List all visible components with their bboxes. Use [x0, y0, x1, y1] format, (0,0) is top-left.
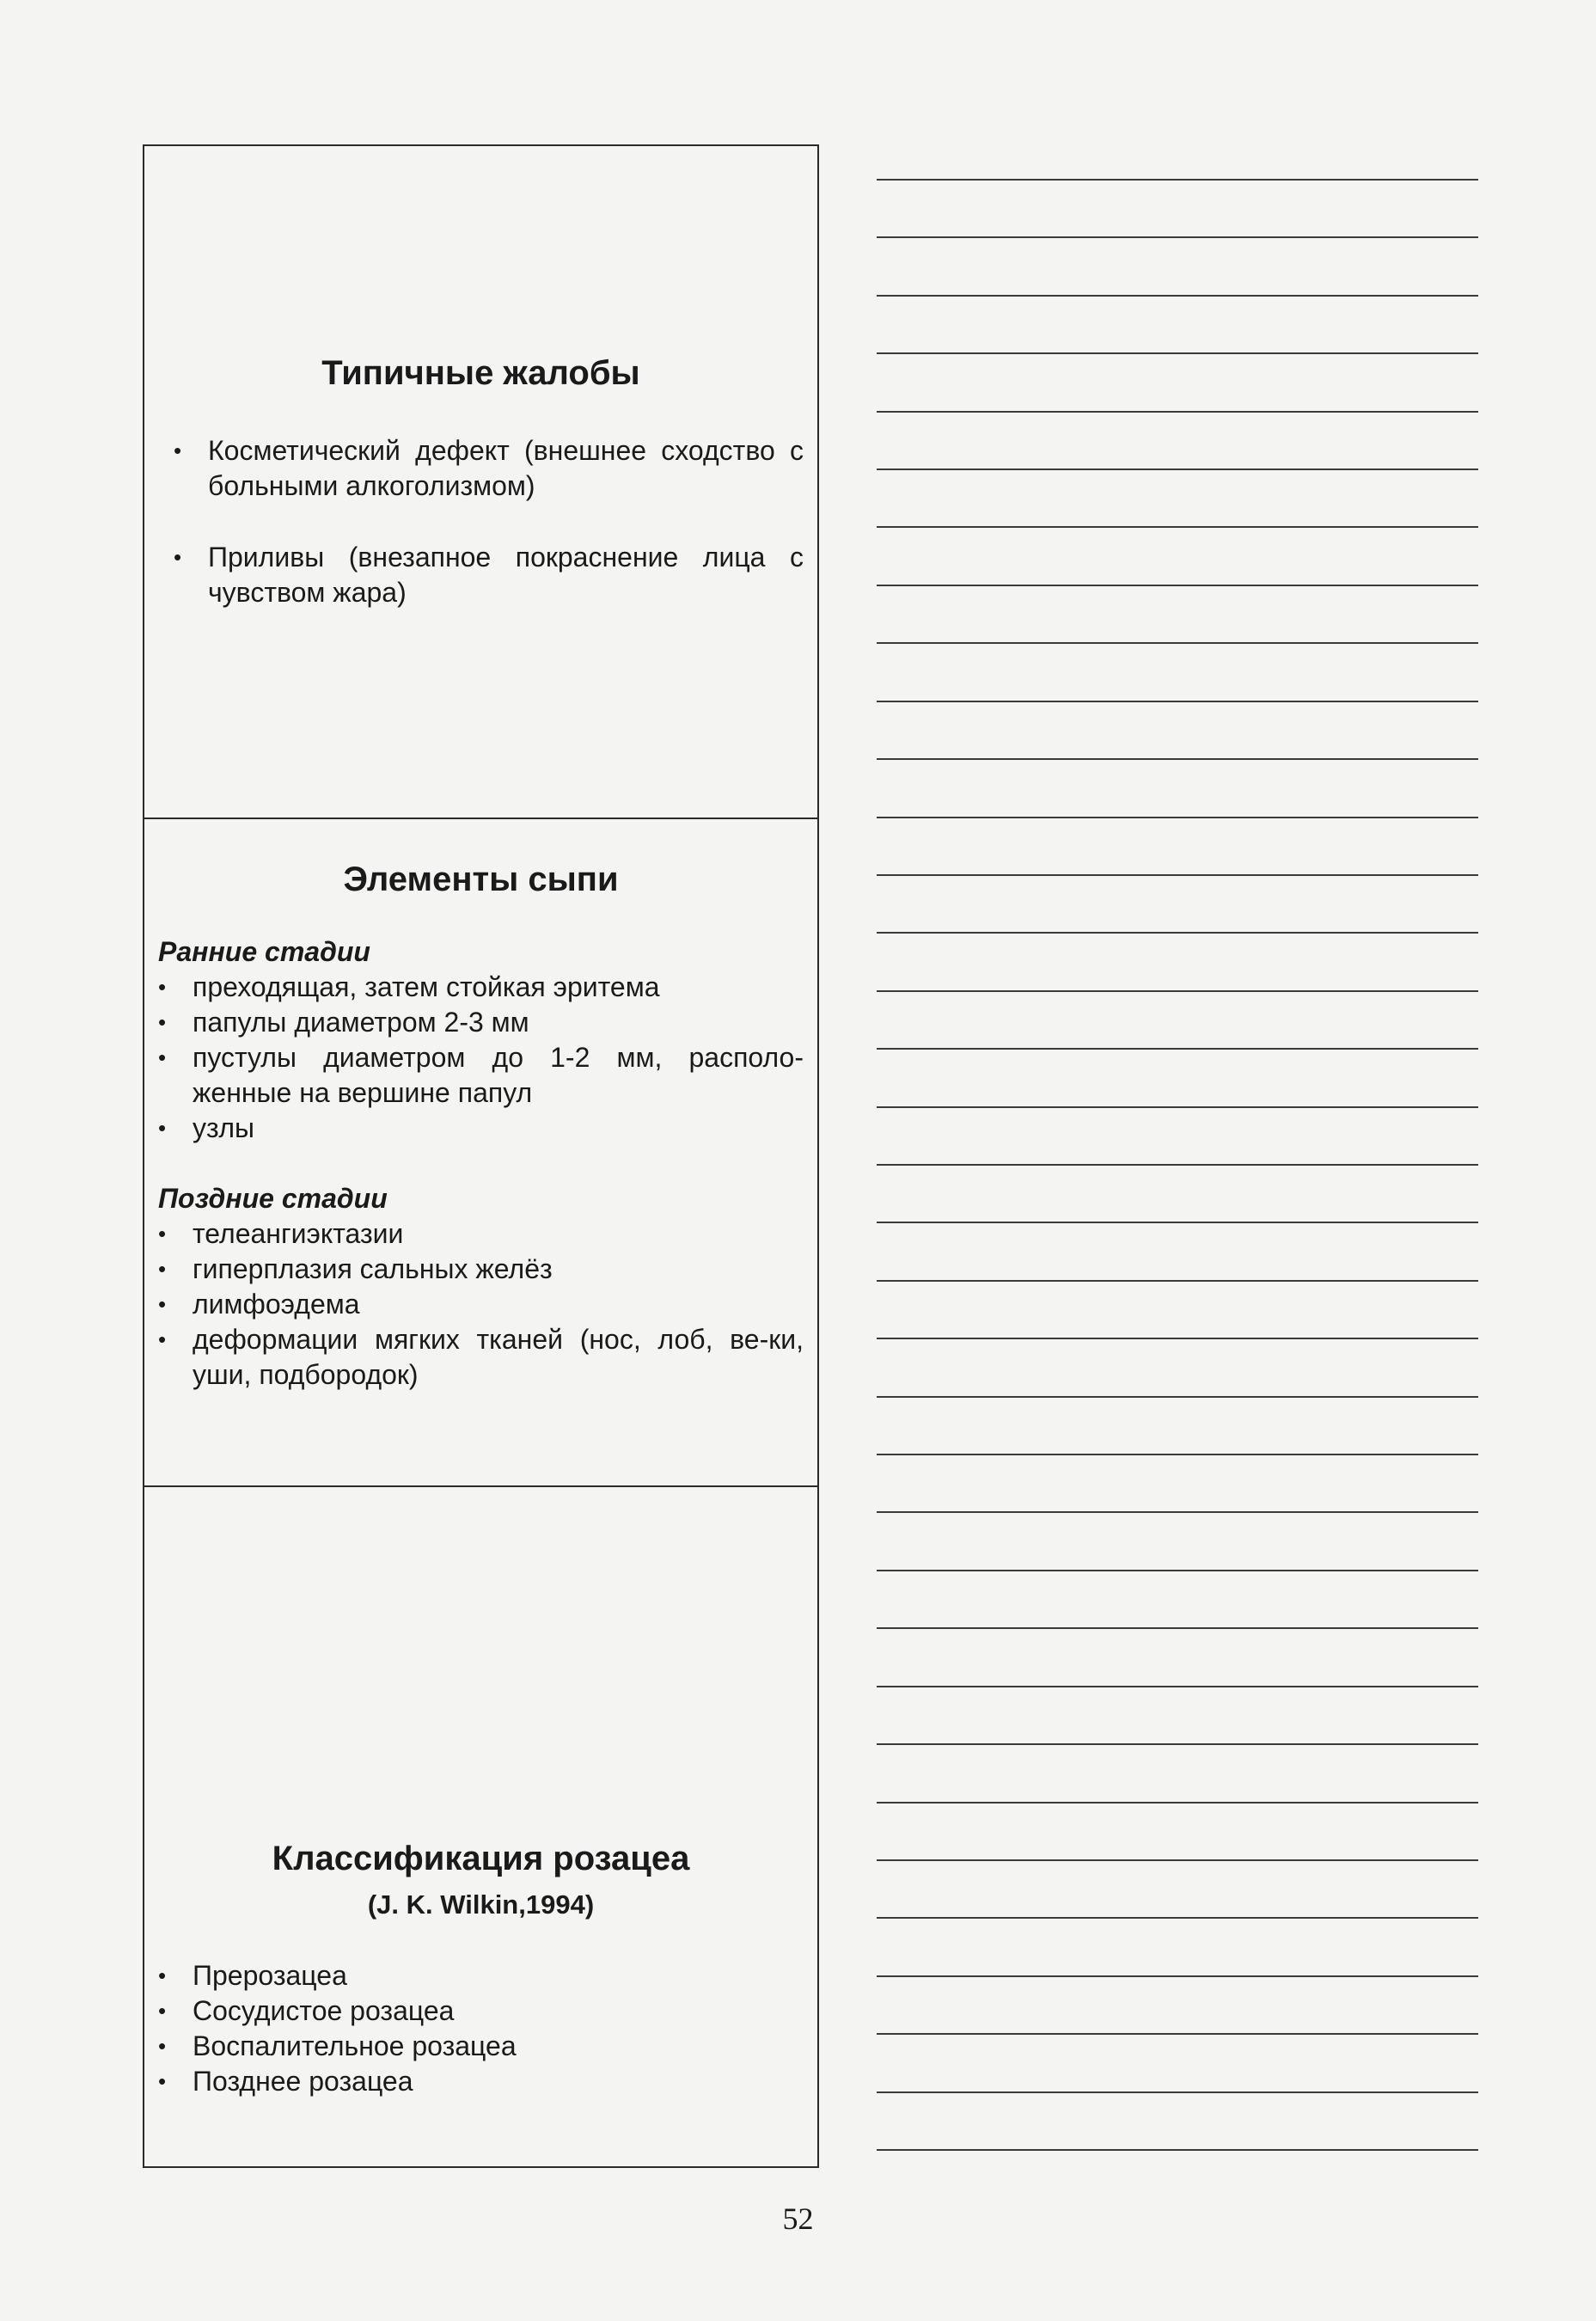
note-line — [877, 1280, 1478, 1282]
note-line — [877, 2149, 1478, 2151]
note-line — [877, 1686, 1478, 1687]
list-item: • Косметический дефект (внешнее сходство с больными алкоголизмом) — [160, 433, 804, 504]
note-line — [877, 932, 1478, 934]
note-lines — [877, 0, 1478, 2321]
note-line — [877, 352, 1478, 354]
note-line — [877, 1048, 1478, 1050]
early-stages-label: Ранние стадии — [158, 936, 370, 967]
early-stages-list — [144, 970, 804, 1146]
note-line — [877, 758, 1478, 760]
note-line — [877, 1859, 1478, 1861]
note-line — [877, 179, 1478, 181]
note-line — [877, 1917, 1478, 1919]
note-line — [877, 642, 1478, 644]
late-stages-list — [144, 1216, 804, 1393]
note-line — [877, 1454, 1478, 1455]
note-line — [877, 1975, 1478, 1977]
note-line — [877, 1511, 1478, 1513]
note-line — [877, 1802, 1478, 1804]
note-line — [877, 585, 1478, 586]
slide-title: Классификация розацеа — [272, 1840, 690, 1877]
list-item: • телеангиэктазии — [144, 1216, 804, 1252]
list-item: • пустулы диаметром до 1-2 мм, располо-женные на вершине папул — [144, 1040, 804, 1111]
note-line — [877, 526, 1478, 528]
slide-title: Элементы сыпи — [343, 860, 619, 898]
note-line — [877, 874, 1478, 876]
note-line — [877, 1106, 1478, 1108]
list-item: • узлы — [144, 1111, 804, 1146]
slides-column — [143, 144, 819, 2168]
list-item: • гиперплазия сальных желёз — [144, 1252, 804, 1287]
list-item: • папулы диаметром 2-3 мм — [144, 1005, 804, 1040]
list-item: • Сосудистое розацеа — [144, 1993, 804, 2029]
note-line — [877, 411, 1478, 413]
slide-title: Типичные жалобы — [321, 354, 640, 392]
note-line — [877, 1627, 1478, 1629]
classification-list — [144, 1958, 804, 2099]
page-number: 52 — [782, 2202, 814, 2236]
note-line — [877, 990, 1478, 992]
slide-rosacea-classification — [144, 1487, 817, 2168]
note-line — [877, 1164, 1478, 1166]
list-item: • Воспалительное розацеа — [144, 2029, 804, 2064]
note-line — [877, 236, 1478, 238]
note-line — [877, 817, 1478, 818]
note-line — [877, 701, 1478, 702]
late-stages-label: Поздние стадии — [158, 1183, 388, 1214]
complaints-list — [160, 433, 804, 610]
note-line — [877, 295, 1478, 297]
note-line — [877, 1570, 1478, 1571]
list-item: • Приливы (внезапное покраснение лица с чувством жара) — [160, 540, 804, 610]
slide-subtitle: (J. K. Wilkin,1994) — [367, 1889, 595, 1920]
note-line — [877, 1222, 1478, 1223]
list-item: • Позднее розацеа — [144, 2064, 804, 2099]
list-item: • Прерозацеа — [144, 1958, 804, 1993]
note-line — [877, 1396, 1478, 1398]
note-line — [877, 1743, 1478, 1745]
note-line — [877, 468, 1478, 470]
note-line — [877, 1338, 1478, 1339]
list-item: • преходящая, затем стойкая эритема — [144, 970, 804, 1005]
note-line — [877, 2091, 1478, 2093]
slide-rash-elements — [144, 819, 817, 1487]
note-line — [877, 2033, 1478, 2035]
slide-typical-complaints — [144, 146, 817, 819]
list-item: • лимфоэдема — [144, 1287, 804, 1322]
list-item: • деформации мягких тканей (нос, лоб, ве-ки, уши, подбородок) — [144, 1322, 804, 1393]
